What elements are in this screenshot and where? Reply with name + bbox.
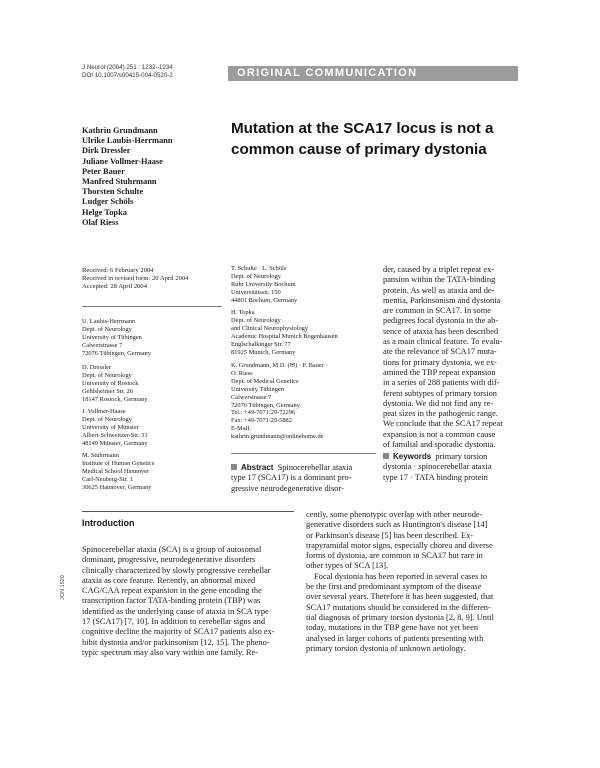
affiliation-line: Ruhr University Bochum [231,280,296,288]
author: Ulrike Laubis-Herrmann [82,136,173,146]
bullet-square-icon [383,453,389,459]
abstract-line: type 17 (SCA17) is a dominant pro- [231,473,352,483]
abstract-line: We conclude that the SCA17 repeat [383,419,503,429]
affiliation-line: D. Dressler [82,364,112,371]
abstract-line: in a series of 288 patients with dif- [383,378,500,388]
abstract [231,463,376,494]
affiliation-line: 72076 Tübingen, Germany [231,401,300,409]
body-line: other types of SCA [13]. [306,561,389,571]
body-line: transcription factor TATA-binding protein (TBP) was [82,596,261,606]
divider [82,306,222,307]
corresponding-author-block [231,362,328,441]
abstract-continued [383,265,521,450]
affiliation-line: Universitätsstr. 150 [231,288,281,296]
affiliation-block [82,318,151,358]
affiliation-block [231,309,338,356]
author: Peter Bauer [82,166,125,176]
abstract-line: mentia, Parkinsonism and dystonia [383,295,501,305]
abstract-line: tions for primary dystonia, we ex- [383,357,497,367]
fax-line: Fax: +49-7071/29-5882 [231,417,292,425]
affiliation-line: 30625 Hannover, Germany [82,483,152,491]
affiliation-line: Dept. of Neurology [82,371,132,379]
affiliation-line: 44801 Bochum, Germany [231,296,298,304]
title-line: common cause of primary dystonia [231,141,487,158]
author: Juliane Vollmer-Haase [82,156,163,166]
abstract-line: pedigrees focal dystonia in the ab- [383,316,499,326]
abstract-line: expansion is not a common cause [383,429,496,439]
affiliation-line: and Clinical Neurophysiology [231,324,309,332]
abstract-line: are common in SCA17. In some [383,306,491,316]
author: Olaf Riess [82,217,119,227]
affiliation-line: Dept. of Neurology [82,415,132,423]
body-line: CAG/CAA repeat expansion in the gene encoding the [82,586,262,596]
body-line: typic spectrum may also vary within one family. Re- [82,647,258,657]
body-line: or Parkinson's disease [5] has been described. Ex- [306,530,474,540]
affiliation-line: Academic Hospital Munich Bogenhausen [231,332,338,340]
received-dates [82,267,189,292]
affiliation-line: Calwerstrasse 7 [231,393,272,401]
body-line: generative disorders such as Huntington's disease [14] [306,520,488,530]
affiliation-line: Albert-Schweitzer-Str. 33 [82,431,148,439]
body-line: ataxia as core feature. Recently, an abnormal mixed [82,575,256,585]
affiliation-line: Dept. of Medical Genetics [231,377,299,385]
body-line: primary torsion dystonia of unknown aetiology. [306,643,466,653]
body-line: Spinocerebellar ataxia (SCA) is a group of autosomal [82,545,262,554]
abstract-line: pansion within the TATA-binding [383,275,496,285]
keywords-heading: Keywords [393,452,432,461]
body-line: cognitive decline the majority of SCA17 patients also ex- [82,627,275,637]
body-line: today, mutations in the TBP gene have not yet been [306,623,479,633]
affiliation-line: U. Laubis-Herrmann [82,318,136,325]
affiliation-line: K. Grundmann, M.D. (✉) · P. Bauer · [231,362,328,369]
body-line: forms of dystonia, are common in SCA17 but rare in [306,551,483,561]
affiliation-line: J. Vollmer-Haase [82,408,126,415]
affiliation-line: University Tübingen [231,385,284,393]
body-line: 17 (SCA17) [7, 10]. In addition to cerebellar signs and [82,617,266,627]
author: Ludger Schöls [82,197,134,207]
body-line: analysed in larger cohorts of patients presenting with [306,633,484,643]
body-line: Focal dystonia has been reported in several cases to [314,571,488,581]
abstract-line: peat sizes in the pathogenic range. [383,409,498,419]
email-label: E-Mail: [231,425,251,433]
body-line: over several years. Therefore it has been suggested, that [306,592,494,602]
affiliation-block [82,364,148,404]
abstract-line: dystonia. We did not find any re- [383,398,494,408]
affiliation-line: Calwerstrasse 7 [82,341,123,349]
abstract-line: ferent subtypes of primary torsion [383,388,497,398]
abstract-line: gressive neurodegenerative disor- [231,483,344,493]
abstract-heading: Abstract [241,463,274,472]
title-line: Mutation at the SCA17 locus is not a [231,120,494,137]
introduction-column-right [306,510,522,654]
affiliation-block [231,265,297,305]
affiliation-line: Carl-Neuberg-Str. 1 [82,475,133,483]
abstract-line: sence of ataxia has been described [383,326,499,336]
affiliation-line: O. Riess [231,369,253,377]
journal-citation [82,64,173,80]
affiliation-line: H. Topka [231,309,255,316]
affiliation-line: T. Schulte · L. Schöls [231,265,287,272]
abstract-line: Spinocerebellar ataxia [277,463,353,472]
paper-title [231,118,521,160]
affiliation-line: University of Tübingen [82,333,142,341]
affiliation-line: Englschalkinger Str. 77 [231,340,291,348]
keywords [383,452,521,483]
body-line: trapyramidal motor signs, especially chorea and diverse [306,540,493,550]
affiliation-block [82,452,154,492]
doi-line: DOI 10.1007/s00415-004-0520-2 [82,72,173,79]
divider [231,453,376,454]
body-line: clinically characterized by slowly progressive cerebellar [82,565,271,575]
affiliation-line: Medical School Hannover [82,467,150,475]
affiliation-line: Dept. of Neurology [231,272,281,280]
affiliation-block [82,408,148,448]
affiliation-line: 72076 Tübingen, Germany [82,349,151,357]
abstract-line: protein. As well as ataxia and de- [383,285,495,295]
affiliation-line: University of Rostock [82,379,139,387]
author: Thorsten Schulte [82,187,144,197]
affiliation-line: 81925 Munich, Germany [231,348,296,356]
section-label: ORIGINAL COMMUNICATION [237,67,418,79]
keywords-line: primary torsion [435,452,488,461]
affiliation-line: Gehlsheimer Str. 20 [82,387,133,395]
author: Helge Topka [82,207,127,217]
affiliation-line: 48149 Münster, Germany [82,439,148,447]
affiliation-line: Dept. of Neurology [231,316,281,324]
body-line: cently, some phenotypic overlap with other neurode- [306,510,483,519]
author: Kathrin Grundmann [82,126,158,135]
affiliation-line: University of Münster [82,423,139,431]
body-line: hibit dystonia and/or parkinsonism [12, 15]. The pheno- [82,637,270,647]
affiliation-line: Dept. of Neurology [82,325,132,333]
keywords-line: dystonia · spinocerebellar ataxia [383,462,492,472]
abstract-line: der, caused by a triplet repeat ex- [383,265,495,274]
author: Dirk Dressler [82,146,131,156]
abstract-line: of familial and sporadic dystonia. [383,440,496,450]
introduction-column-left [82,545,294,658]
received-date: Received: 6 February 2004 [82,267,154,274]
author-list [82,126,173,228]
body-line: tial diagnosis of primary torsion dystonia [2, 8, 9]. Until [306,612,494,622]
phone-line: Tel.: +49-7071/29-72296 [231,409,296,417]
affiliation-line: M. Stuhrmann [82,452,119,459]
body-line: dominant, progressive, neurodegenerative disorders [82,555,256,565]
abstract-line: ate the relevance of SCA17 muta- [383,347,497,357]
revised-date: Received in revised form: 20 April 2004 [82,275,189,283]
accepted-date: Accepted: 28 April 2004 [82,283,148,291]
affiliation-line: 18147 Rostock, Germany [82,395,148,403]
body-line: SCA17 mutations should be considered in the differen- [306,602,491,612]
body-line: identified as the underlying cause of ataxia in SCA type [82,606,269,616]
keywords-line: type 17 · TATA binding protein [383,472,488,482]
divider [82,511,294,512]
abstract-line: as a main clinical feature. To evalu- [383,337,503,347]
author: Manfred Stuhrmann [82,177,157,187]
bullet-square-icon [231,464,237,470]
email-address: kathrin.grundmann@onlinehome.de [231,433,324,441]
body-line: be the first and predominant symptom of the disease [306,582,482,592]
margin-note: JON 1520 [60,575,66,600]
abstract-line: amined the TBP repeat expansion [383,367,496,377]
affiliation-line: Institute of Human Genetics [82,459,155,467]
introduction-heading: Introduction [82,518,135,528]
citation-line: J Neurol (2004) 251 : 1232–1234 [82,64,173,71]
